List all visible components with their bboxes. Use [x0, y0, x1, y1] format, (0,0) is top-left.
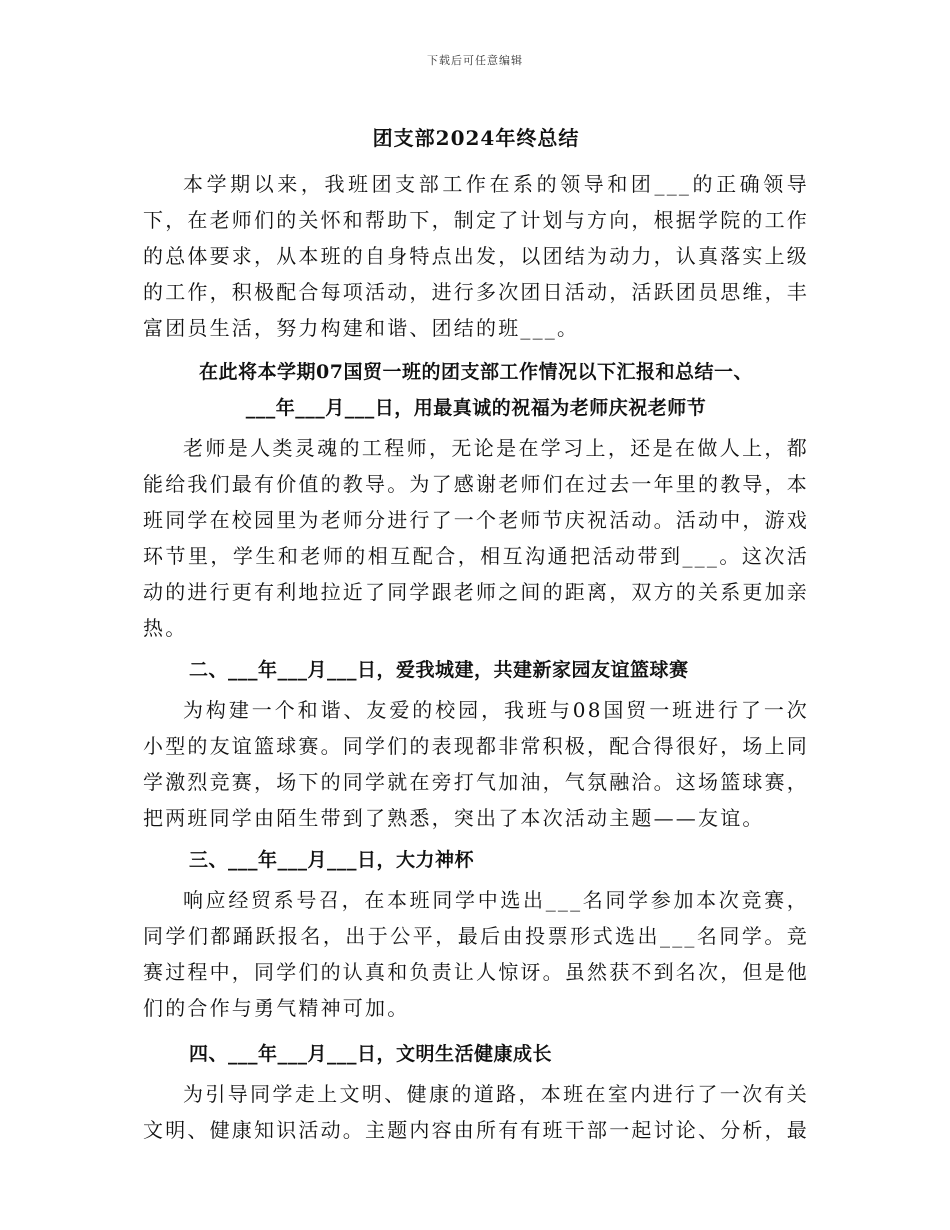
section-3-body: 响应经贸系号召，在本班同学中选出___名同学参加本次竞赛，同学们都踊跃报名，出于公平，最后由投票形式选出___名同学。竞赛过程中，同学们的认真和负责让人惊讶。虽然获不到名次，但是他们的合作与勇气精神可加。: [143, 888, 809, 1020]
header-note: 下载后可任意编辑: [427, 54, 523, 67]
document-body: [143, 120, 809, 1148]
lead-heading-line-2: ___年___月___日，用最真诚的祝福为老师庆祝老师节: [245, 397, 707, 419]
section-2-body: 为构建一个和谐、友爱的校园，我班与08国贸一班进行了一次小型的友谊篮球赛。同学们的表现都非常积极，配合得很好，场上同学激烈竞赛，场下的同学就在旁打气加油，气氛融洽。这场篮球赛，把两班同学由陌生带到了熟悉，突出了本次活动主题——友谊。: [143, 698, 809, 830]
lead-heading-line-1: 在此将本学期07国贸一班的团支部工作情况以下汇报和总结一、: [199, 361, 753, 383]
section-1-body: 老师是人类灵魂的工程师，无论是在学习上，还是在做人上，都能给我们最有价值的教导。为了感谢老师们在过去一年里的教导，本班同学在校园里为老师分进行了一个老师节庆祝活动。活动中，游戏环节里，学生和老师的相互配合，相互沟通把活动带到___。这次活动的进行更有利地拉近了同学跟老师之间的距离，双方的关系更加亲热。: [143, 436, 809, 640]
document-title: 团支部2024年终总结: [372, 126, 580, 150]
section-3-heading: 三、___年___月___日，大力神杯: [189, 849, 475, 871]
section-4-body: 为引导同学走上文明、健康的道路，本班在室内进行了一次有关文明、健康知识活动。主题内容由所有有班干部一起讨论、分析，最: [143, 1082, 809, 1142]
intro-paragraph: 本学期以来，我班团支部工作在系的领导和团___的正确领导下，在老师们的关怀和帮助下，制定了计划与方向，根据学院的工作的总体要求，从本班的自身特点出发，以团结为动力，认真落实上级的工作，积极配合每项活动，进行多次团日活动，活跃团员思维，丰富团员生活，努力构建和谐、团结的班___。: [143, 172, 809, 340]
section-2-heading: 二、___年___月___日，爱我城建，共建新家园友谊篮球赛: [189, 659, 689, 681]
section-4-heading: 四、___年___月___日，文明生活健康成长: [189, 1043, 553, 1065]
